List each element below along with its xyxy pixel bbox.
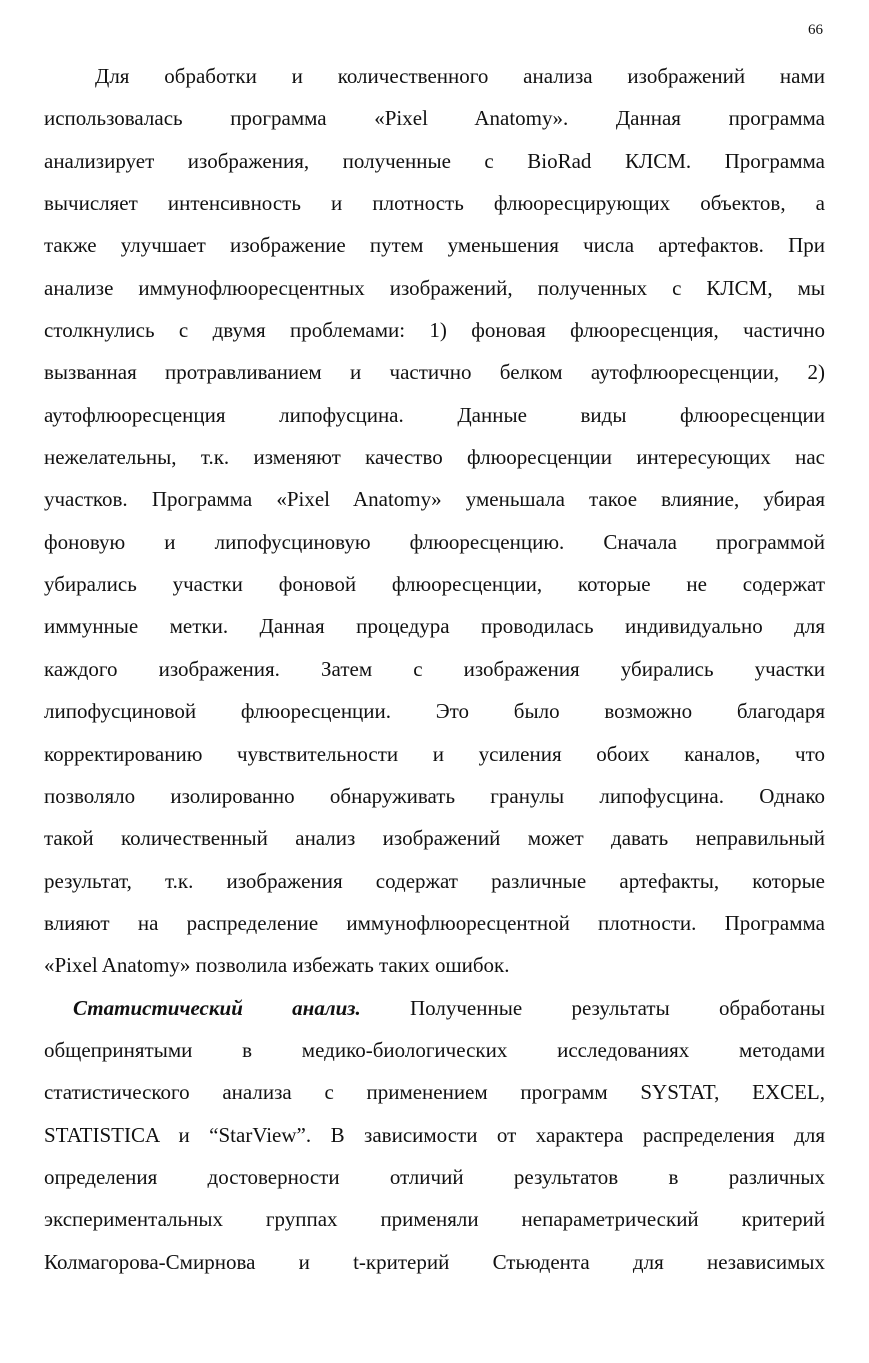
text-line: аутофлюоресценция липофусцина. Данные виды флюоресценции — [44, 402, 825, 427]
paragraph-statistical-analysis — [44, 987, 825, 1283]
text-line: «Pixel Anatomy» позволила избежать таких ошибок. — [44, 953, 510, 978]
text-line: анализе иммунофлюоресцентных изображений, полученных с КЛСМ, мы — [44, 275, 825, 300]
text-line: позволяло изолированно обнаруживать гранулы липофусцина. Однако — [44, 783, 825, 808]
text-line: статистического анализа с применением программ SYSTAT, EXCEL, — [44, 1080, 825, 1105]
document-body — [44, 55, 825, 1283]
text-line: такой количественный анализ изображений может давать неправильный — [44, 826, 825, 851]
section-heading: Статистический анализ. — [73, 995, 361, 1020]
text-line: также улучшает изображение путем уменьшения числа артефактов. При — [44, 233, 825, 258]
text-line: вызванная протравливанием и частично белком аутофлюоресценции, 2) — [44, 360, 825, 385]
text-line: столкнулись с двумя проблемами: 1) фоновая флюоресценция, частично — [44, 318, 825, 343]
text-line: результат, т.к. изображения содержат различные артефакты, которые — [44, 868, 825, 893]
text-line: влияют на распределение иммунофлюоресцентной плотности. Программа — [44, 910, 825, 935]
text-line: вычисляет интенсивность и плотность флюоресцирующих объектов, а — [44, 191, 825, 216]
text-line: STATISTICA и “StarView”. В зависимости от характера распределения для — [44, 1122, 825, 1147]
text-line: иммунные метки. Данная процедура проводилась индивидуально для — [44, 614, 825, 639]
paragraph-image-analysis — [44, 55, 825, 987]
text-line: убирались участки фоновой флюоресценции, которые не содержат — [44, 572, 825, 597]
page-number: 66 — [808, 22, 823, 38]
text-line: экспериментальных группах применяли непараметрический критерий — [44, 1207, 825, 1232]
text-line: анализирует изображения, полученные с BioRad КЛСМ. Программа — [44, 148, 825, 173]
heading-continuation: Полученные результаты обработаны — [360, 995, 825, 1020]
text-line: Для обработки и количественного анализа изображений нами — [95, 64, 825, 88]
text-line: липофусциновой флюоресценции. Это было возможно благодаря — [44, 699, 825, 724]
text-line: использовалась программа «Pixel Anatomy». Данная программа — [44, 106, 825, 131]
text-line: фоновую и липофусциновую флюоресценцию. Сначала программой — [44, 529, 825, 554]
text-line: нежелательны, т.к. изменяют качество флюоресценции интересующих нас — [44, 445, 825, 470]
text-line: участков. Программа «Pixel Anatomy» уменьшала такое влияние, убирая — [44, 487, 825, 512]
text-line: Колмагорова-Смирнова и t-критерий Стьюдента для независимых — [44, 1249, 825, 1274]
text-line — [44, 987, 825, 1029]
text-line: корректированию чувствительности и усиления обоих каналов, что — [44, 741, 825, 766]
text-line: определения достоверности отличий результатов в различных — [44, 1164, 825, 1189]
text-line: каждого изображения. Затем с изображения убирались участки — [44, 656, 825, 681]
text-line: общепринятыми в медико-биологических исследованиях методами — [44, 1037, 825, 1062]
